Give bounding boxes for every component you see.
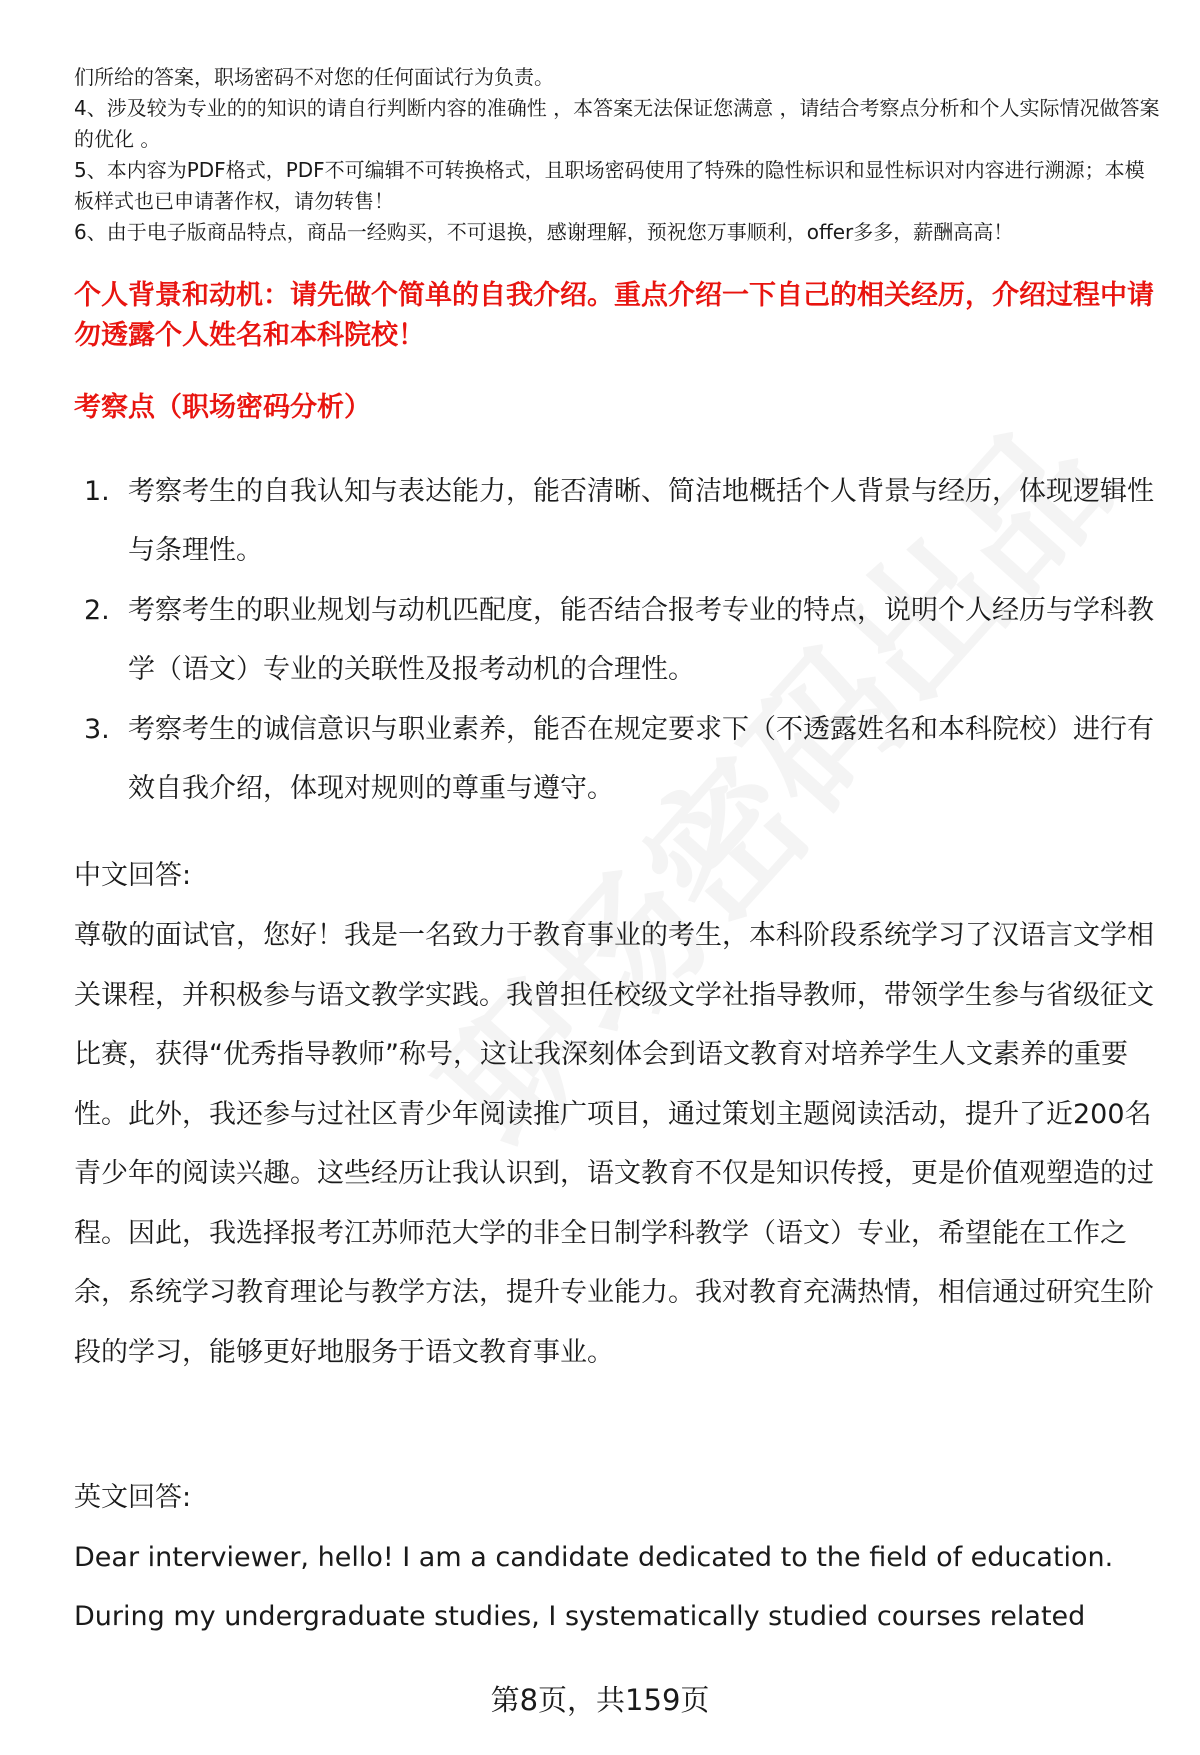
note-line: 们所给的答案，职场密码不对您的任何面试行为负责。 (74, 65, 554, 89)
assessment-points-list (84, 462, 1154, 819)
chinese-answer-text: 尊敬的面试官，您好！我是一名致力于教育事业的考生，本科阶段系统学习了汉语言文学相关课程，并积极参与语文教学实践。我曾担任校级文学社指导教师，带领学生参与省级征文比赛，获得“优秀指导教师”称号，这让我深刻体会到语文教育对培养学生人文素养的重要性。此外，我还参与过社区青少年阅读推广项目，通过策划主题阅读活动，提升了近200名青少年的阅读兴趣。这些经历让我认识到，语文教育不仅是知识传授，更是价值观塑造的过程。因此，我选择报考江苏师范大学的非全日制学科教学（语文）专业，希望能在工作之余，系统学习教育理论与教学方法，提升专业能力。我对教育充满热情，相信通过研究生阶段的学习，能够更好地服务于语文教育事业。 (74, 920, 1154, 1368)
list-text: 考察考生的自我认知与表达能力，能否清晰、简洁地概括个人背景与经历，体现逻辑性与条理性。 (128, 476, 1154, 566)
note-line: 5、本内容为PDF格式，PDF不可编辑不可转换格式，且职场密码使用了特殊的隐性标识和显性标识对内容进行溯源；本模板样式也已申请著作权，请勿转售！ (74, 158, 1145, 213)
english-answer-text: Dear interviewer, hello! I am a candidate dedicated to the field of education. During my undergraduate studies, I systematically studied courses related (74, 1542, 1114, 1632)
list-number: 3. (84, 714, 110, 745)
list-item (84, 462, 1154, 580)
note-line: 4、涉及较为专业的的知识的请自行判断内容的准确性 ，本答案无法保证您满意 ，请结合考察点分析和个人实际情况做答案的优化 。 (74, 96, 1160, 151)
note-line: 6、由于电子版商品特点，商品一经购买，不可退换，感谢理解，预祝您万事顺利，offer多多，薪酬高高！ (74, 220, 1014, 244)
chinese-answer-label: 中文回答: (74, 860, 192, 891)
list-text: 考察考生的职业规划与动机匹配度，能否结合报考专业的特点，说明个人经历与学科教学（语文）专业的关联性及报考动机的合理性。 (128, 595, 1154, 685)
list-number: 2. (84, 595, 110, 626)
english-answer-label: 英文回答: (74, 1482, 192, 1513)
list-item (84, 581, 1154, 699)
list-item (84, 700, 1154, 818)
page-number: 第8页，共159页 (490, 1683, 710, 1717)
disclaimer-notes (74, 62, 1164, 248)
list-number: 1. (84, 476, 110, 507)
list-text: 考察考生的诚信意识与职业素养，能否在规定要求下（不透露姓名和本科院校）进行有效自我介绍，体现对规则的尊重与遵守。 (128, 714, 1154, 804)
question-heading: 个人背景和动机：请先做个简单的自我介绍。重点介绍一下自己的相关经历，介绍过程中请勿透露个人姓名和本科院校！ (74, 280, 1154, 351)
points-heading: 考察点（职场密码分析） (74, 392, 371, 423)
